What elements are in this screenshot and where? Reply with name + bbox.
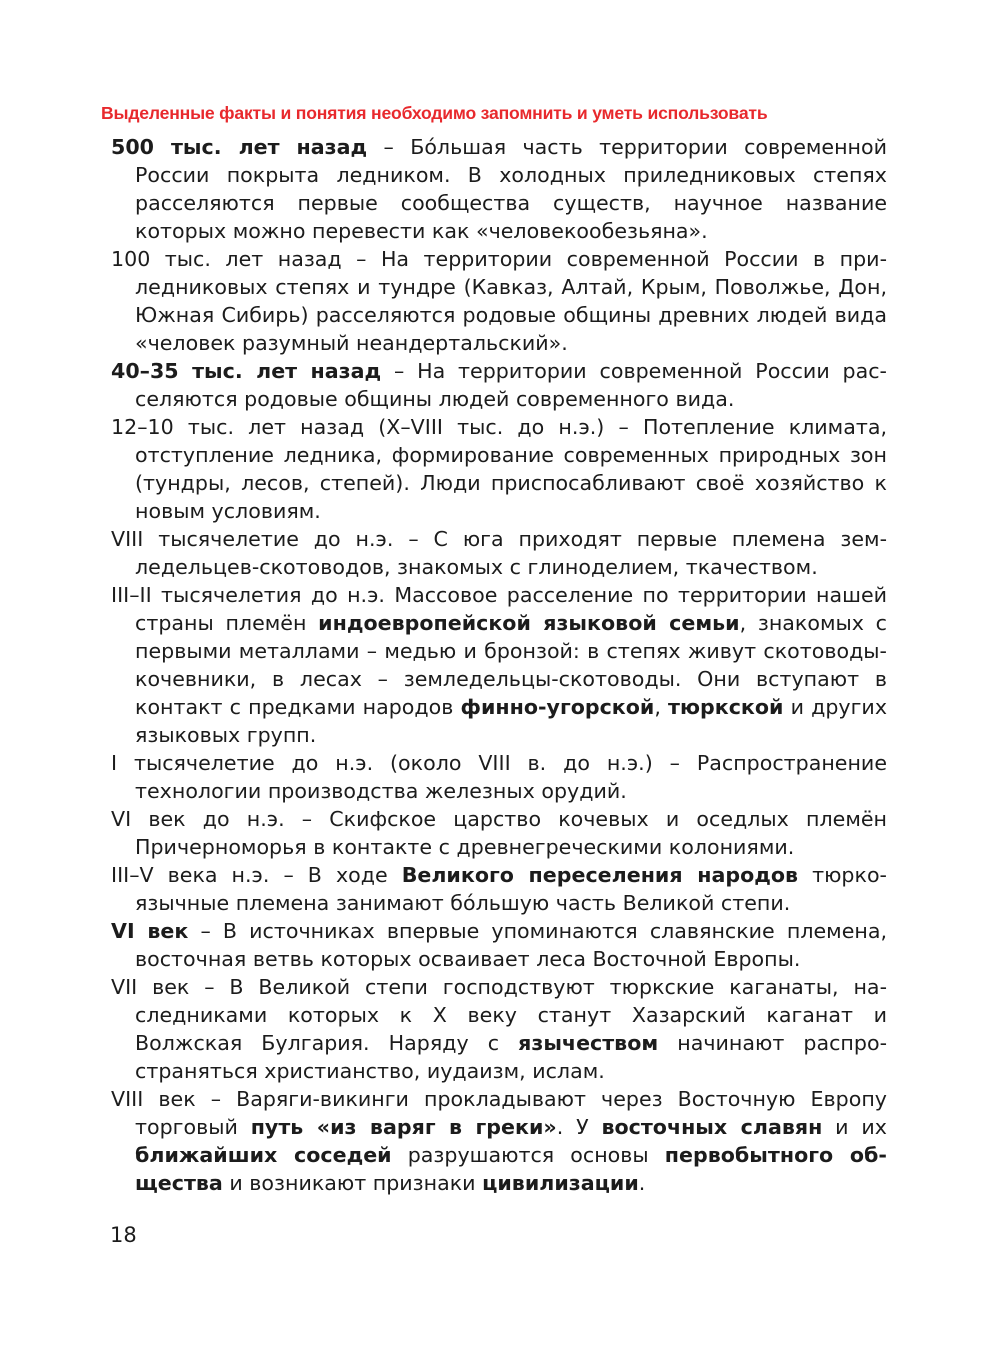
timeline-entry: [111, 413, 887, 525]
key-term: путь «из варяг в греки»: [250, 1115, 557, 1139]
key-term: ближайших соседей: [135, 1143, 392, 1167]
entry-text: и их: [822, 1115, 887, 1139]
timeline-entry: [111, 973, 887, 1085]
timeline-entry: [111, 357, 887, 413]
timeline-entry: [111, 581, 887, 749]
entry-date: 100 тыс. лет назад: [111, 247, 342, 271]
entry-text: – С юга приходят первые племена земледельцев-скотоводов, знакомых с глиноделием, ткачеством.: [135, 527, 887, 579]
timeline-entry: [111, 245, 887, 357]
entry-text: и возникают признаки: [222, 1171, 483, 1195]
entry-date: VI век до н.э.: [111, 807, 285, 831]
entry-text: . У: [556, 1115, 602, 1139]
page-number: 18: [110, 1223, 137, 1247]
entry-text: тюркоязычные племена занимают бóльшую часть Великой степи.: [135, 863, 887, 915]
key-term: Великого переселения народов: [401, 863, 799, 887]
entry-text: – Потепление климата, отступление ледника, формирование современных природных зон (тундры, лесов, степей). Люди приспосабливают своё хозяйство к новым условиям.: [135, 415, 887, 523]
entry-text: ,: [654, 695, 669, 719]
entry-text: и других языковых групп.: [135, 695, 888, 747]
entry-date: VI век: [111, 919, 189, 943]
timeline-entry: [111, 749, 887, 805]
timeline-entry: [111, 1085, 887, 1197]
entry-date: III–V века н.э.: [111, 863, 270, 887]
entry-date: VIII век: [111, 1087, 196, 1111]
entry-text: Массовое расселение по территории нашей страны племён: [135, 583, 887, 635]
timeline-entry: [111, 133, 887, 245]
entry-text: – Бóльшая часть территории современной России покрыта ледником. В холодных приледниковых степях расселяются первые сообщества существ, научное название которых можно перевести как «человекообезьяна».: [135, 135, 887, 243]
timeline-list: [111, 133, 887, 1197]
key-term: первобытного общества: [135, 1143, 887, 1195]
entry-text: начинают распространяться христианство, иудаизм, ислам.: [135, 1031, 887, 1083]
entry-text: – В источниках впервые упоминаются славянские племена, восточная ветвь которых осваивает леса Восточной Европы.: [135, 919, 887, 971]
entry-text: – В ходе: [269, 863, 402, 887]
key-term: восточных славян: [601, 1115, 823, 1139]
entry-date: 500 тыс. лет назад: [111, 135, 368, 159]
key-term: цивилизации: [482, 1171, 639, 1195]
timeline-entry: [111, 861, 887, 917]
entry-text: , знакомых с первыми металлами – медью и бронзой: в степях живут скотоводы-кочевники, в лесах – земледельцы-скотоводы. Они вступают в контакт с предками народов: [135, 611, 887, 719]
key-term: язычеством: [518, 1031, 659, 1055]
entry-date: III–II тысячелетия до н.э.: [111, 583, 385, 607]
entry-text: – Скифское царство кочевых и оседлых племён Причерноморья в контакте с древнегреческими колониями.: [135, 807, 887, 859]
entry-text: .: [638, 1171, 646, 1195]
key-term: индоевропейской языковой семьи: [318, 611, 740, 635]
entry-date: VIII тысячелетие до н.э.: [111, 527, 394, 551]
entry-date: I тысячелетие до н.э. (около VIII в. до н.э.): [111, 751, 653, 775]
entry-date: VII век: [111, 975, 190, 999]
entry-text: – В Великой степи господствуют тюркские каганаты, наследниками которых к X веку станут Хазарский каганат и Волжская Булгария. Наряду с: [135, 975, 887, 1055]
page-heading: Выделенные факты и понятия необходимо запомнить и уметь использовать: [101, 103, 768, 123]
entry-text: – Варяги-викинги прокладывают через Восточную Европу торговый: [135, 1087, 887, 1139]
timeline-entry: [111, 805, 887, 861]
entry-date: 12–10 тыс. лет назад (X–VIII тыс. до н.э.): [111, 415, 605, 439]
key-term: финно-угорской: [460, 695, 655, 719]
key-term: тюркской: [668, 695, 784, 719]
entry-date: 40–35 тыс. лет назад: [111, 359, 382, 383]
entry-text: разрушаются основы: [391, 1143, 665, 1167]
timeline-entry: [111, 525, 887, 581]
entry-text: – Распространение технологии производства железных орудий.: [135, 751, 887, 803]
timeline-entry: [111, 917, 887, 973]
entry-text: – На территории современной России расселяются родовые общины людей современного вида.: [135, 359, 887, 411]
entry-text: – На территории современной России в приледниковых степях и тундре (Кавказ, Алтай, Крым, Поволжье, Дон, Южная Сибирь) расселяются родовые общины древних людей вида «человек разумный неандертальский».: [135, 247, 888, 355]
